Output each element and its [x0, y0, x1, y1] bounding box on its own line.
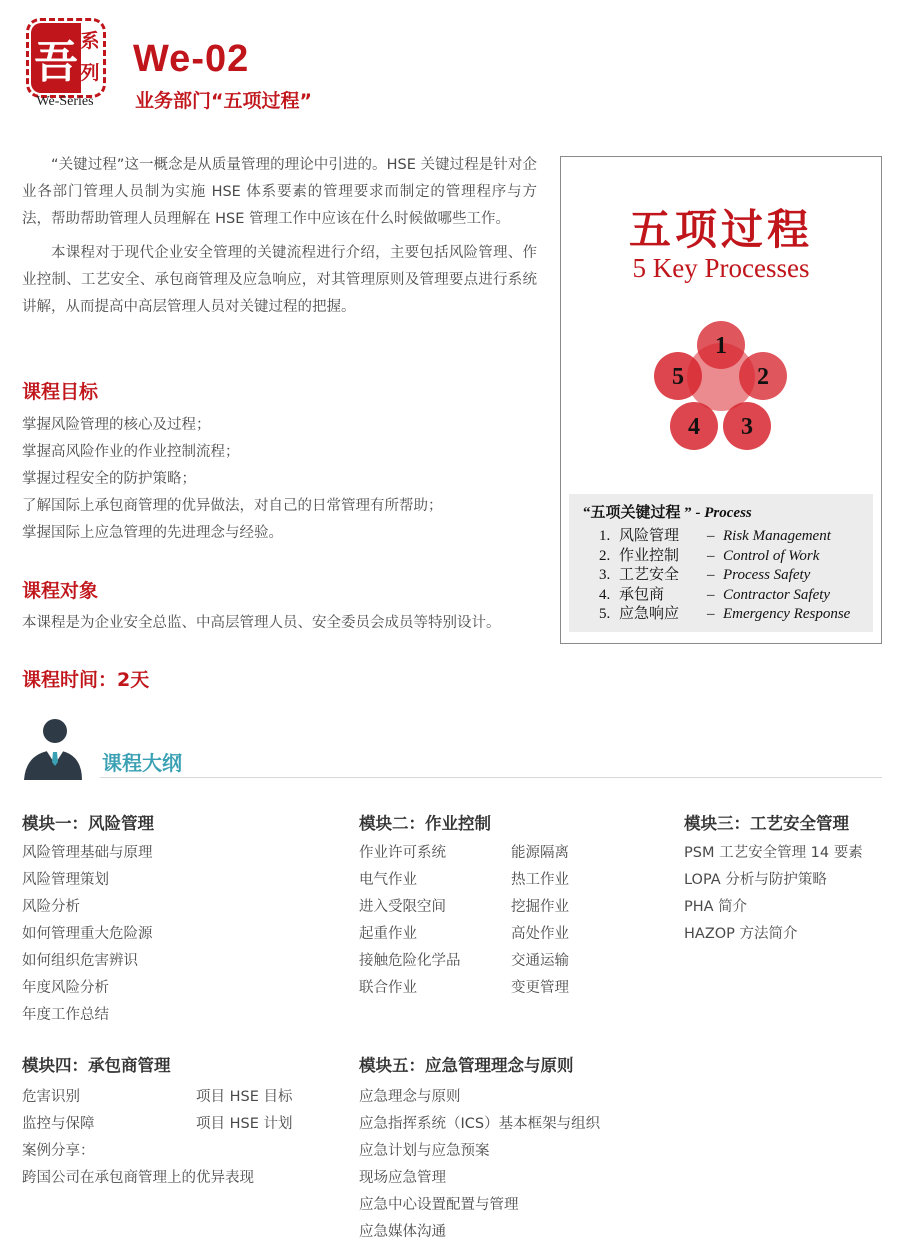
- module-2-items-left: [359, 840, 461, 1002]
- list-item: 如何管理重大危险源: [22, 926, 153, 942]
- figure-title-en: 5 Key Processes: [632, 253, 810, 283]
- process-en: Contractor Safety: [723, 586, 831, 603]
- list-item: 掌握高风险作业的作业控制流程；: [22, 444, 240, 460]
- process-zh: 工艺安全: [619, 567, 680, 583]
- list-item: 热工作业: [511, 872, 569, 888]
- process-dash: –: [707, 606, 715, 622]
- process-zh: 作业控制: [619, 547, 680, 564]
- process-en: Emergency Response: [723, 606, 851, 622]
- outline-heading: 课程大纲: [102, 751, 182, 775]
- intro-paragraph: “关键过程”这一概念是从质量管理的理论中引进的。HSE 关键过程是针对企业各部门管理人员制为实施 HSE 体系要素的管理要求而制定的管理程序与方法，帮助帮助管理人员理解在 HSE 管理工作中应该在什么时候做哪些工作。: [22, 157, 537, 227]
- list-item: HAZOP 方法简介: [684, 926, 798, 942]
- list-item: 掌握过程安全的防护策略；: [22, 471, 196, 487]
- five-petal-diagram: [643, 315, 803, 455]
- list-item: 年度风险分析: [22, 980, 109, 996]
- process-row: [599, 547, 850, 567]
- businessman-icon: [22, 718, 84, 780]
- module-5-items: [359, 1084, 600, 1246]
- audience-heading: 课程对象: [22, 580, 99, 602]
- course-code: We-02: [133, 38, 250, 80]
- list-item: PSM 工艺安全管理 14 要素: [684, 845, 863, 861]
- list-item: 电气作业: [359, 872, 417, 888]
- petal-label: 4: [688, 414, 700, 440]
- process-n: 4.: [599, 586, 611, 603]
- logo-small-char: 列: [80, 62, 100, 84]
- figure-title-zh: 五项过程: [628, 205, 813, 254]
- list-item: 应急中心设置配置与管理: [359, 1197, 519, 1213]
- process-head-en: - Process: [695, 505, 752, 521]
- module-5-title: 模块五：应急管理理念与原则: [359, 1056, 574, 1075]
- process-dash: –: [707, 586, 715, 603]
- list-item: 项目 HSE 计划: [196, 1116, 293, 1132]
- logo-small-char: 系: [80, 30, 100, 52]
- module-2-items-right: [511, 840, 569, 1002]
- goals-heading: 课程目标: [22, 381, 99, 403]
- process-en: Risk Management: [723, 528, 831, 544]
- duration-heading: 课程时间：2天: [22, 669, 150, 691]
- list-item: 案例分享：: [22, 1143, 95, 1159]
- module-1-items: [22, 840, 153, 1029]
- process-en: Process Safety: [723, 567, 811, 583]
- list-item: 应急媒体沟通: [359, 1224, 446, 1240]
- process-list-box: [569, 494, 873, 632]
- list-item: 跨国公司在承包商管理上的优异表现: [22, 1170, 254, 1186]
- list-item: 了解国际上承包商管理的优异做法，对自己的日常管理有所帮助；: [22, 498, 443, 514]
- goals-list: [22, 412, 443, 547]
- process-row: [599, 566, 850, 586]
- process-list-title: [583, 501, 752, 522]
- logo-small-chars: [79, 25, 101, 89]
- list-item: 项目 HSE 目标: [196, 1089, 293, 1105]
- divider: [100, 777, 882, 778]
- process-n: 2.: [599, 547, 611, 564]
- list-item: 风险管理基础与原理: [22, 845, 153, 861]
- list-item: 风险管理策划: [22, 872, 109, 888]
- list-item: 挖掘作业: [511, 899, 569, 915]
- list-item: 风险分析: [22, 899, 80, 915]
- process-zh: 风险管理: [619, 528, 680, 544]
- five-processes-figure: [560, 156, 882, 644]
- process-dash: –: [707, 567, 715, 583]
- petal-label: 1: [715, 333, 727, 359]
- petal-label: 5: [672, 364, 684, 390]
- module-3-title: 模块三：工艺安全管理: [684, 814, 849, 833]
- petal-label: 2: [757, 364, 769, 390]
- list-item: 作业许可系统: [359, 845, 446, 861]
- process-list: [599, 527, 850, 625]
- we-series-logo: [22, 14, 108, 112]
- logo-caption: We-Series: [36, 94, 94, 109]
- process-dash: –: [707, 528, 715, 544]
- module-2-title: 模块二：作业控制: [359, 814, 491, 833]
- process-n: 3.: [599, 567, 611, 583]
- list-item: 应急理念与原则: [359, 1089, 461, 1105]
- list-item: LOPA 分析与防护策略: [684, 872, 827, 888]
- list-item: 进入受限空间: [359, 899, 446, 915]
- process-dash: –: [707, 547, 715, 564]
- logo-big-char: 吾: [31, 23, 81, 93]
- list-item: 危害识别: [22, 1089, 80, 1105]
- list-item: PHA 简介: [684, 899, 748, 915]
- module-1-title: 模块一：风险管理: [22, 814, 154, 833]
- list-item: 监控与保障: [22, 1116, 95, 1132]
- process-n: 1.: [599, 528, 611, 544]
- process-row: [599, 605, 850, 625]
- list-item: 应急计划与应急预案: [359, 1143, 490, 1159]
- list-item: 起重作业: [359, 926, 417, 942]
- list-item: 接触危险化学品: [359, 953, 461, 969]
- process-zh: 承包商: [619, 586, 665, 603]
- list-item: 高处作业: [511, 926, 569, 942]
- intro-text: [22, 152, 537, 328]
- list-item: 应急指挥系统（ICS）基本框架与组织: [359, 1116, 601, 1132]
- logo-seal: [26, 18, 106, 98]
- process-head-zh: “五项关键过程 ”: [583, 505, 692, 521]
- process-n: 5.: [599, 606, 611, 622]
- list-item: 联合作业: [359, 980, 417, 996]
- audience-text: 本课程是为企业安全总监、中高层管理人员、安全委员会成员等特别设计。: [22, 615, 501, 631]
- process-row: [599, 586, 850, 606]
- list-item: 如何组织危害辨识: [22, 953, 138, 969]
- list-item: 现场应急管理: [359, 1170, 446, 1186]
- list-item: 掌握风险管理的核心及过程；: [22, 417, 211, 433]
- list-item: 交通运输: [511, 953, 569, 969]
- list-item: 掌握国际上应急管理的先进理念与经验。: [22, 525, 283, 541]
- module-4-title: 模块四：承包商管理: [22, 1056, 171, 1075]
- process-row: [599, 527, 850, 547]
- list-item: 变更管理: [511, 980, 569, 996]
- process-zh: 应急响应: [619, 606, 680, 622]
- list-item: 能源隔离: [511, 845, 569, 861]
- process-en: Control of Work: [723, 547, 820, 564]
- module-4-items-right: [196, 1084, 293, 1138]
- list-item: 年度工作总结: [22, 1007, 109, 1023]
- intro-paragraph: 本课程对于现代企业安全管理的关键流程进行介绍，主要包括风险管理、作业控制、工艺安全、承包商管理及应急响应，对其管理原则及管理要点进行系统讲解，从而提高中高层管理人员对关键过程的把握。: [22, 245, 537, 315]
- course-subtitle: 业务部门“五项过程”: [135, 90, 312, 112]
- petal-label: 3: [741, 414, 753, 440]
- module-3-items: [684, 840, 863, 948]
